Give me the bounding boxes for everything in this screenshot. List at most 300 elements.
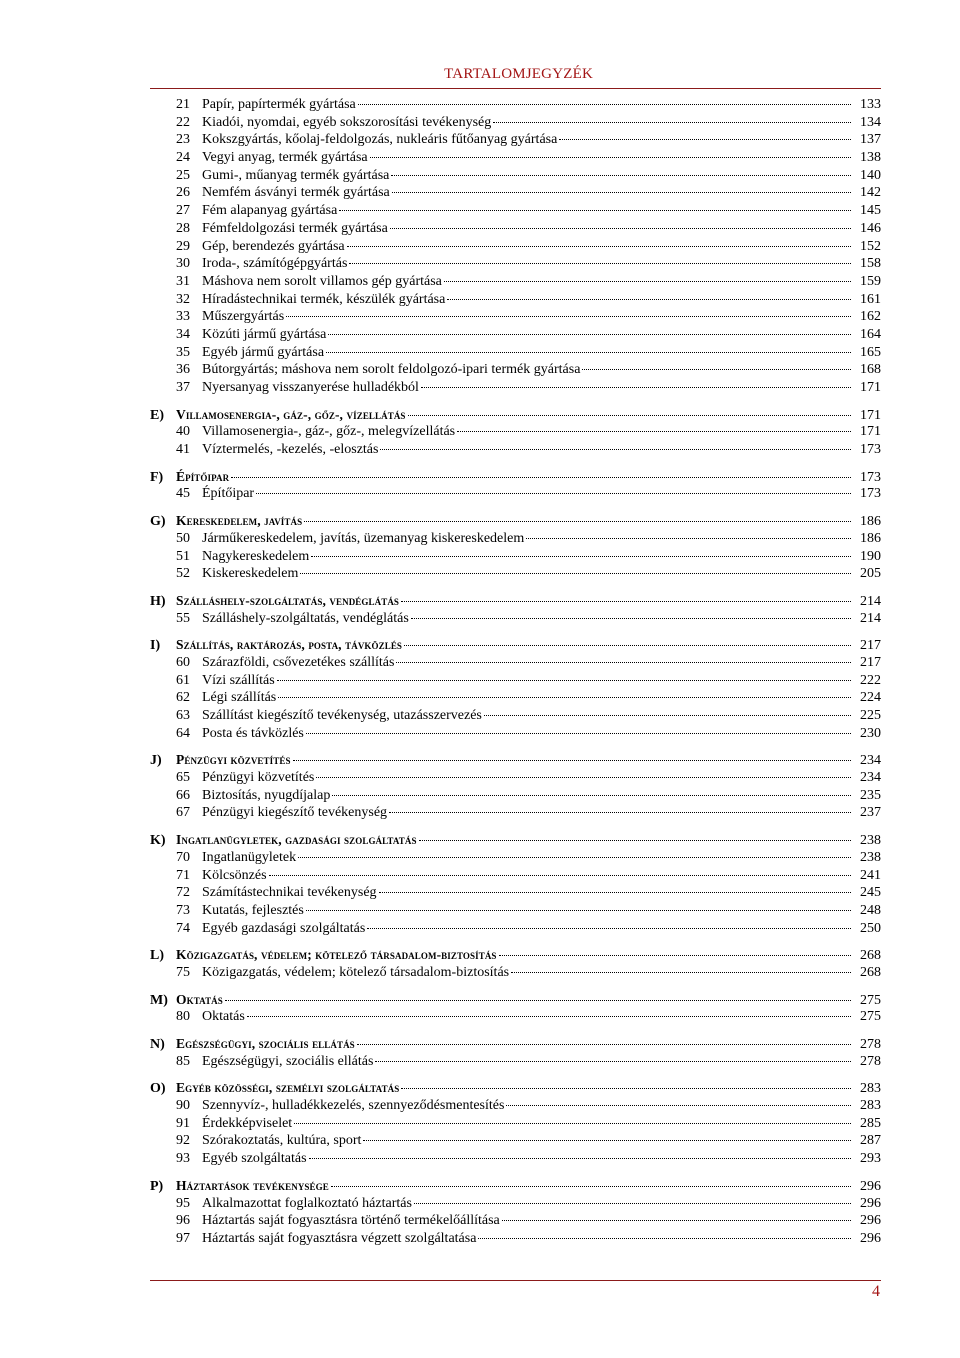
toc-entry-title: Nagykereskedelem — [202, 548, 310, 564]
page-footer-rule — [150, 1280, 881, 1281]
toc-entry-title: Nyersanyag visszanyerése hulladékból — [202, 380, 419, 395]
toc-entry-title: Számítástechnikai tevékenység — [202, 885, 377, 901]
toc-label — [150, 1097, 853, 1115]
toc-entry-row[interactable] — [150, 1132, 881, 1150]
toc-entry-number: 52 — [176, 566, 190, 582]
toc-page-number: 171 — [860, 407, 881, 423]
dot-leader — [311, 555, 851, 557]
toc-section-title: Egészségügyi, szociális ellátás — [176, 1036, 355, 1051]
toc-page-number: 296 — [860, 1230, 881, 1246]
toc-section-letter: E) — [150, 407, 164, 423]
dot-leader — [294, 1122, 851, 1124]
toc-page-number: 283 — [860, 1098, 881, 1114]
toc-label — [150, 255, 853, 273]
toc-entry-row[interactable] — [150, 114, 881, 132]
toc-entry-number: 61 — [176, 672, 190, 688]
toc-section-letter: M) — [150, 992, 168, 1008]
toc-section-row[interactable] — [150, 512, 881, 530]
toc-entry-title: Posta és távközlés — [202, 725, 304, 741]
toc-page-number: 186 — [860, 514, 881, 530]
toc-entry-row[interactable] — [150, 131, 881, 149]
toc-section-letter: P) — [150, 1178, 164, 1194]
dot-leader — [401, 600, 851, 602]
toc-entry-row[interactable] — [150, 308, 881, 326]
toc-section-title: Oktatás — [176, 991, 223, 1007]
toc-page-number: 214 — [860, 593, 881, 609]
dot-leader — [380, 448, 851, 450]
toc-entry-number: 90 — [176, 1098, 190, 1114]
dot-leader — [367, 927, 851, 929]
toc-label — [150, 131, 853, 149]
toc-label — [150, 654, 853, 672]
toc-entry-title: Légi szállítás — [202, 690, 277, 706]
toc-page-number: 133 — [860, 97, 881, 112]
toc-page-number: 146 — [860, 220, 881, 236]
toc-entry-row[interactable] — [150, 167, 881, 185]
toc-entry-row[interactable] — [150, 920, 881, 938]
toc-page-number: 173 — [860, 469, 881, 485]
toc-page-number: 238 — [860, 833, 881, 849]
toc-label — [150, 114, 853, 132]
toc-label — [150, 902, 853, 920]
dot-leader — [357, 1043, 851, 1045]
toc-entry-row[interactable] — [150, 361, 881, 379]
dot-leader — [404, 644, 851, 646]
toc-entry-row[interactable] — [150, 787, 881, 805]
toc-entry-title: Híradástechnikai termék, készülék gyártása — [202, 291, 446, 307]
dot-leader — [421, 386, 851, 388]
toc-label — [150, 964, 853, 982]
toc-entry-number: 64 — [176, 725, 190, 741]
toc-entry-title: Pénzügyi kiegészítő tevékenység — [202, 805, 388, 821]
toc-page-number: 152 — [860, 238, 881, 254]
toc-entry-row[interactable] — [150, 220, 881, 238]
toc-section-letter: I) — [150, 638, 161, 654]
toc-entry-number: 23 — [176, 132, 190, 148]
toc-label — [150, 787, 853, 805]
toc-entry-row[interactable] — [150, 1097, 881, 1115]
toc-entry-number: 34 — [176, 326, 190, 342]
toc-entry-number: 21 — [176, 97, 190, 112]
toc-label — [150, 344, 853, 362]
dot-leader — [286, 315, 851, 317]
toc-entry-row[interactable] — [150, 379, 881, 397]
toc-page-number: 225 — [860, 708, 881, 723]
page-title: TARTALOMJEGYZÉK — [444, 66, 593, 82]
toc-page-number: 214 — [860, 610, 881, 626]
toc-entry-number: 74 — [176, 920, 190, 936]
toc-entry-title: Egyéb gazdasági szolgáltatás — [202, 920, 366, 936]
toc-label — [150, 1053, 853, 1071]
toc-entry-row[interactable] — [150, 565, 881, 583]
toc-section-row[interactable] — [150, 946, 881, 964]
toc-entry-title: Kutatás, fejlesztés — [202, 902, 304, 918]
toc-entry-title: Kokszgyártás, kőolaj-feldolgozás, nukleáris fűtőanyag gyártása — [202, 132, 558, 148]
dot-leader — [256, 492, 851, 494]
toc-label — [150, 308, 853, 326]
toc-entry-number: 96 — [176, 1213, 190, 1229]
toc-entry-row[interactable] — [150, 184, 881, 202]
toc-section-letter: K) — [150, 833, 166, 849]
page-header — [150, 64, 881, 89]
toc-label — [150, 468, 853, 487]
toc-entry-title: Papír, papírtermék gyártása — [202, 97, 356, 112]
dot-leader — [502, 1219, 851, 1221]
toc-section-row[interactable] — [150, 751, 881, 769]
toc-label — [150, 485, 853, 503]
toc-section-row[interactable] — [150, 1177, 881, 1195]
toc-label — [150, 1195, 853, 1213]
toc-entry-row[interactable] — [150, 902, 881, 920]
toc-entry-title: Gép, berendezés gyártása — [202, 238, 345, 254]
toc-page-number: 162 — [860, 309, 881, 325]
toc-entry-number: 50 — [176, 530, 190, 546]
dot-leader — [331, 1185, 851, 1187]
toc-entry-title: Fém alapanyag gyártása — [202, 203, 338, 219]
toc-entry-row[interactable] — [150, 485, 881, 503]
toc-entry-row[interactable] — [150, 884, 881, 902]
toc-entry-row[interactable] — [150, 769, 881, 787]
toc-section-letter: J) — [150, 753, 162, 769]
toc-entry-title: Egyéb szolgáltatás — [202, 1151, 307, 1167]
toc-entry-title: Ingatlanügyletek — [202, 849, 297, 865]
toc-label — [150, 751, 853, 770]
dot-leader — [411, 617, 851, 619]
toc-label — [150, 361, 853, 379]
toc-entry-number: 29 — [176, 238, 190, 254]
toc-entry-title: Pénzügyi közvetítés — [202, 770, 315, 786]
toc-entry-number: 93 — [176, 1151, 190, 1167]
toc-page-number: 158 — [860, 256, 881, 272]
toc-entry-number: 66 — [176, 787, 190, 803]
toc-entry-row[interactable] — [150, 530, 881, 548]
toc-entry-title: Szállítást kiegészítő tevékenység, utazásszervezés — [202, 708, 482, 723]
toc-entry-row[interactable] — [150, 964, 881, 982]
toc-label — [150, 672, 853, 690]
toc-page-number: 235 — [860, 787, 881, 803]
dot-leader — [390, 227, 851, 229]
toc-section-row[interactable] — [150, 991, 881, 1009]
toc-entry-title: Alkalmazottat foglalkoztató háztartás — [202, 1195, 412, 1211]
toc-section-title: Szállítás, raktározás, posta, távközlés — [176, 637, 403, 653]
toc-entry-title: Háztartás saját fogyasztásra végzett szolgáltatása — [202, 1230, 477, 1246]
toc-label — [150, 423, 853, 441]
toc-entry-number: 28 — [176, 220, 190, 236]
toc-page-number: 275 — [860, 992, 881, 1008]
toc-entry-title: Máshova nem sorolt villamos gép gyártása — [202, 273, 442, 289]
toc-page-number: 173 — [860, 486, 881, 502]
toc-page-number: 159 — [860, 273, 881, 289]
toc-page-number: 217 — [860, 654, 881, 670]
toc-page-number: 134 — [860, 114, 881, 130]
toc-section-title: Kereskedelem, javítás — [176, 513, 303, 529]
toc-label — [150, 1008, 853, 1026]
toc-section-title: Építőipar — [176, 468, 230, 484]
toc-entry-number: 41 — [176, 442, 190, 458]
toc-page-number: 224 — [860, 690, 881, 706]
toc-label — [150, 96, 853, 114]
toc-entry-number: 60 — [176, 654, 190, 670]
toc-page-number: 278 — [860, 1037, 881, 1052]
toc-page-number: 173 — [860, 442, 881, 458]
dot-leader — [347, 245, 851, 247]
toc-section-letter: N) — [150, 1037, 165, 1052]
dot-leader — [444, 280, 851, 282]
toc-label — [150, 689, 853, 707]
toc-section-letter: L) — [150, 948, 164, 964]
dot-leader — [379, 891, 851, 893]
toc-entry-row[interactable] — [150, 238, 881, 256]
dot-leader — [396, 661, 851, 663]
toc-label — [150, 548, 853, 566]
toc-entry-number: 70 — [176, 849, 190, 865]
dot-leader — [391, 174, 851, 176]
toc-entry-row[interactable] — [150, 725, 881, 743]
toc-page-number: 145 — [860, 203, 881, 219]
toc-entry-title: Kiskereskedelem — [202, 566, 299, 582]
toc-section-row[interactable] — [150, 636, 881, 654]
toc-label — [150, 441, 853, 459]
toc-entry-title: Műszergyártás — [202, 309, 285, 325]
dot-leader — [408, 414, 851, 416]
toc-label — [150, 167, 853, 185]
toc-entry-number: 24 — [176, 150, 190, 166]
toc-label — [150, 610, 853, 628]
toc-entry-row[interactable] — [150, 654, 881, 672]
toc-entry-number: 27 — [176, 203, 190, 219]
toc-section-row[interactable] — [150, 406, 881, 424]
toc-label — [150, 220, 853, 238]
toc-entry-number: 32 — [176, 291, 190, 307]
toc-entry-row[interactable] — [150, 1150, 881, 1168]
toc-label — [150, 707, 853, 725]
toc-entry-title: Fémfeldolgozási termék gyártása — [202, 220, 388, 236]
toc-entry-row[interactable] — [150, 867, 881, 885]
dot-leader — [269, 874, 851, 876]
toc-label — [150, 884, 853, 902]
toc-page-number: 293 — [860, 1151, 881, 1167]
dot-leader — [582, 368, 851, 370]
dot-leader — [328, 333, 851, 335]
toc-label — [150, 867, 853, 885]
toc-entry-title: Szennyvíz-, hulladékkezelés, szennyeződésmentesítés — [202, 1098, 505, 1114]
toc-entry-row[interactable] — [150, 672, 881, 690]
toc-page-number: 296 — [860, 1178, 881, 1194]
toc-page-number: 296 — [860, 1213, 881, 1229]
toc-entry-title: Gumi-, műanyag termék gyártása — [202, 167, 390, 183]
toc-entry-number: 35 — [176, 344, 190, 360]
toc-page-number: 245 — [860, 885, 881, 901]
toc-entry-row[interactable] — [150, 1230, 881, 1248]
toc-entry-title: Egyéb jármű gyártása — [202, 344, 325, 360]
toc-entry-number: 51 — [176, 548, 190, 564]
toc-label — [150, 1230, 853, 1248]
toc-entry-row[interactable] — [150, 344, 881, 362]
dot-leader — [225, 999, 851, 1001]
dot-leader — [401, 1087, 851, 1089]
toc-page-number: 186 — [860, 530, 881, 546]
toc-page-number: 287 — [860, 1133, 881, 1149]
toc-page-number: 234 — [860, 753, 881, 769]
dot-leader — [247, 1015, 851, 1017]
toc-section-title: Ingatlanügyletek, gazdasági szolgáltatás — [176, 832, 417, 848]
dot-leader — [293, 759, 851, 761]
toc-entry-title: Szórakoztatás, kultúra, sport — [202, 1133, 362, 1149]
toc-entry-row[interactable] — [150, 273, 881, 291]
toc-section-title: Villamosenergia-, gáz-, gőz-, vízellátás — [176, 406, 406, 422]
toc-page-number: 205 — [860, 566, 881, 582]
toc-entry-row[interactable] — [150, 441, 881, 459]
toc-section-row[interactable] — [150, 1035, 881, 1053]
toc-page-number: 278 — [860, 1053, 881, 1069]
toc-entry-number: 36 — [176, 362, 190, 378]
toc-page-number: 190 — [860, 548, 881, 564]
toc-label — [150, 1115, 853, 1133]
toc-entry-number: 72 — [176, 885, 190, 901]
toc-entry-number: 92 — [176, 1133, 190, 1149]
toc-page-number: 275 — [860, 1009, 881, 1025]
toc-entry-row[interactable] — [150, 548, 881, 566]
toc-entry-number: 65 — [176, 770, 190, 786]
toc-entry-row[interactable] — [150, 1115, 881, 1133]
toc-entry-row[interactable] — [150, 689, 881, 707]
toc-entry-number: 73 — [176, 902, 190, 918]
toc-entry-row[interactable] — [150, 804, 881, 822]
toc-entry-row[interactable] — [150, 1195, 881, 1213]
dot-leader — [304, 520, 851, 522]
toc-label — [150, 1212, 853, 1230]
toc-entry-row[interactable] — [150, 202, 881, 220]
toc-entry-title: Biztosítás, nyugdíjalap — [202, 787, 331, 803]
toc-entry-number: 62 — [176, 690, 190, 706]
toc-page-number: 238 — [860, 849, 881, 865]
toc-entry-title: Közigazgatás, védelem; kötelező társadalom-biztosítás — [202, 964, 510, 980]
toc-entry-number: 31 — [176, 273, 190, 289]
toc-entry-title: Szálláshely-szolgáltatás, vendéglátás — [202, 610, 409, 626]
dot-leader — [493, 121, 851, 123]
toc-label — [150, 636, 853, 655]
toc-section-row[interactable] — [150, 468, 881, 486]
toc-label — [150, 565, 853, 583]
toc-label — [150, 326, 853, 344]
dot-leader — [375, 1060, 851, 1062]
toc-label — [150, 512, 853, 531]
toc-page-number: 250 — [860, 920, 881, 936]
toc-entry-row[interactable] — [150, 610, 881, 628]
toc-page-number: 296 — [860, 1195, 881, 1211]
toc-entry-title: Kölcsönzés — [202, 867, 267, 883]
toc-entry-number: 95 — [176, 1195, 190, 1211]
toc-entry-number: 25 — [176, 167, 190, 183]
toc-section-title: Közigazgatás, védelem; kötelező társadalom-biztosítás — [176, 947, 497, 963]
toc-page-number: 268 — [860, 948, 881, 964]
dot-leader — [526, 537, 851, 539]
toc-section-title: Szálláshely-szolgáltatás, vendéglátás — [176, 592, 400, 608]
dot-leader — [277, 679, 851, 681]
toc-entry-title: Bútorgyártás; máshova nem sorolt feldolgozó-ipari termék gyártása — [202, 362, 581, 378]
toc-entry-row[interactable] — [150, 326, 881, 344]
toc-entry-row[interactable] — [150, 255, 881, 273]
toc-entry-number: 67 — [176, 805, 190, 821]
dot-leader — [457, 430, 851, 432]
toc-entry-title: Villamosenergia-, gáz-, gőz-, melegvízellátás — [202, 424, 456, 440]
toc-label — [150, 238, 853, 256]
toc-page-number: 161 — [860, 291, 881, 307]
dot-leader — [316, 776, 851, 778]
toc-entry-row[interactable] — [150, 96, 881, 114]
toc-entry-row[interactable] — [150, 849, 881, 867]
toc-entry-row[interactable] — [150, 291, 881, 309]
toc-label — [150, 202, 853, 220]
dot-leader — [414, 1202, 851, 1204]
toc-section-letter: G) — [150, 514, 166, 530]
toc-section-title: Egyéb közösségi, személyi szolgáltatás — [176, 1080, 400, 1096]
table-of-contents — [150, 96, 881, 1248]
toc-page-number: 234 — [860, 770, 881, 786]
toc-label — [150, 849, 853, 867]
toc-section-letter: O) — [150, 1081, 166, 1097]
toc-entry-row[interactable] — [150, 1053, 881, 1071]
toc-label — [150, 946, 853, 965]
toc-section-row[interactable] — [150, 1079, 881, 1097]
toc-section-letter: F) — [150, 469, 164, 485]
toc-entry-title: Érdekképviselet — [202, 1115, 293, 1131]
dot-leader — [231, 476, 851, 478]
dot-leader — [447, 298, 851, 300]
toc-label — [150, 1132, 853, 1150]
toc-label — [150, 273, 853, 291]
toc-entry-row[interactable] — [150, 149, 881, 167]
dot-leader — [306, 732, 851, 734]
toc-label — [150, 1079, 853, 1098]
dot-leader — [298, 856, 851, 858]
toc-entry-row[interactable] — [150, 707, 881, 725]
toc-entry-number: 55 — [176, 610, 190, 626]
toc-entry-row[interactable] — [150, 423, 881, 441]
toc-entry-number: 22 — [176, 114, 190, 130]
toc-section-row[interactable] — [150, 831, 881, 849]
toc-entry-number: 91 — [176, 1115, 190, 1131]
toc-page-number: 137 — [860, 132, 881, 148]
toc-entry-title: Iroda-, számítógépgyártás — [202, 256, 348, 272]
toc-section-row[interactable] — [150, 592, 881, 610]
toc-label — [150, 1035, 853, 1054]
toc-page-number: 171 — [860, 380, 881, 395]
toc-label — [150, 592, 853, 611]
toc-label — [150, 991, 853, 1010]
toc-entry-row[interactable] — [150, 1212, 881, 1230]
toc-label — [150, 530, 853, 548]
toc-entry-number: 97 — [176, 1230, 190, 1246]
toc-page-number: 268 — [860, 964, 881, 980]
toc-page-number: 171 — [860, 424, 881, 440]
toc-label — [150, 379, 853, 397]
toc-page-number: 168 — [860, 362, 881, 378]
toc-page-number: 164 — [860, 326, 881, 342]
toc-entry-row[interactable] — [150, 1008, 881, 1026]
toc-page-number: 241 — [860, 867, 881, 883]
toc-entry-title: Vegyi anyag, termék gyártása — [202, 150, 368, 166]
toc-entry-number: 75 — [176, 964, 190, 980]
toc-label — [150, 725, 853, 743]
dot-leader — [349, 262, 851, 264]
toc-page-number: 142 — [860, 185, 881, 201]
toc-page-number: 222 — [860, 672, 881, 688]
page-number: 4 — [872, 1283, 880, 1300]
toc-page-number: 217 — [860, 638, 881, 654]
dot-leader — [300, 572, 851, 574]
dot-leader — [419, 839, 851, 841]
